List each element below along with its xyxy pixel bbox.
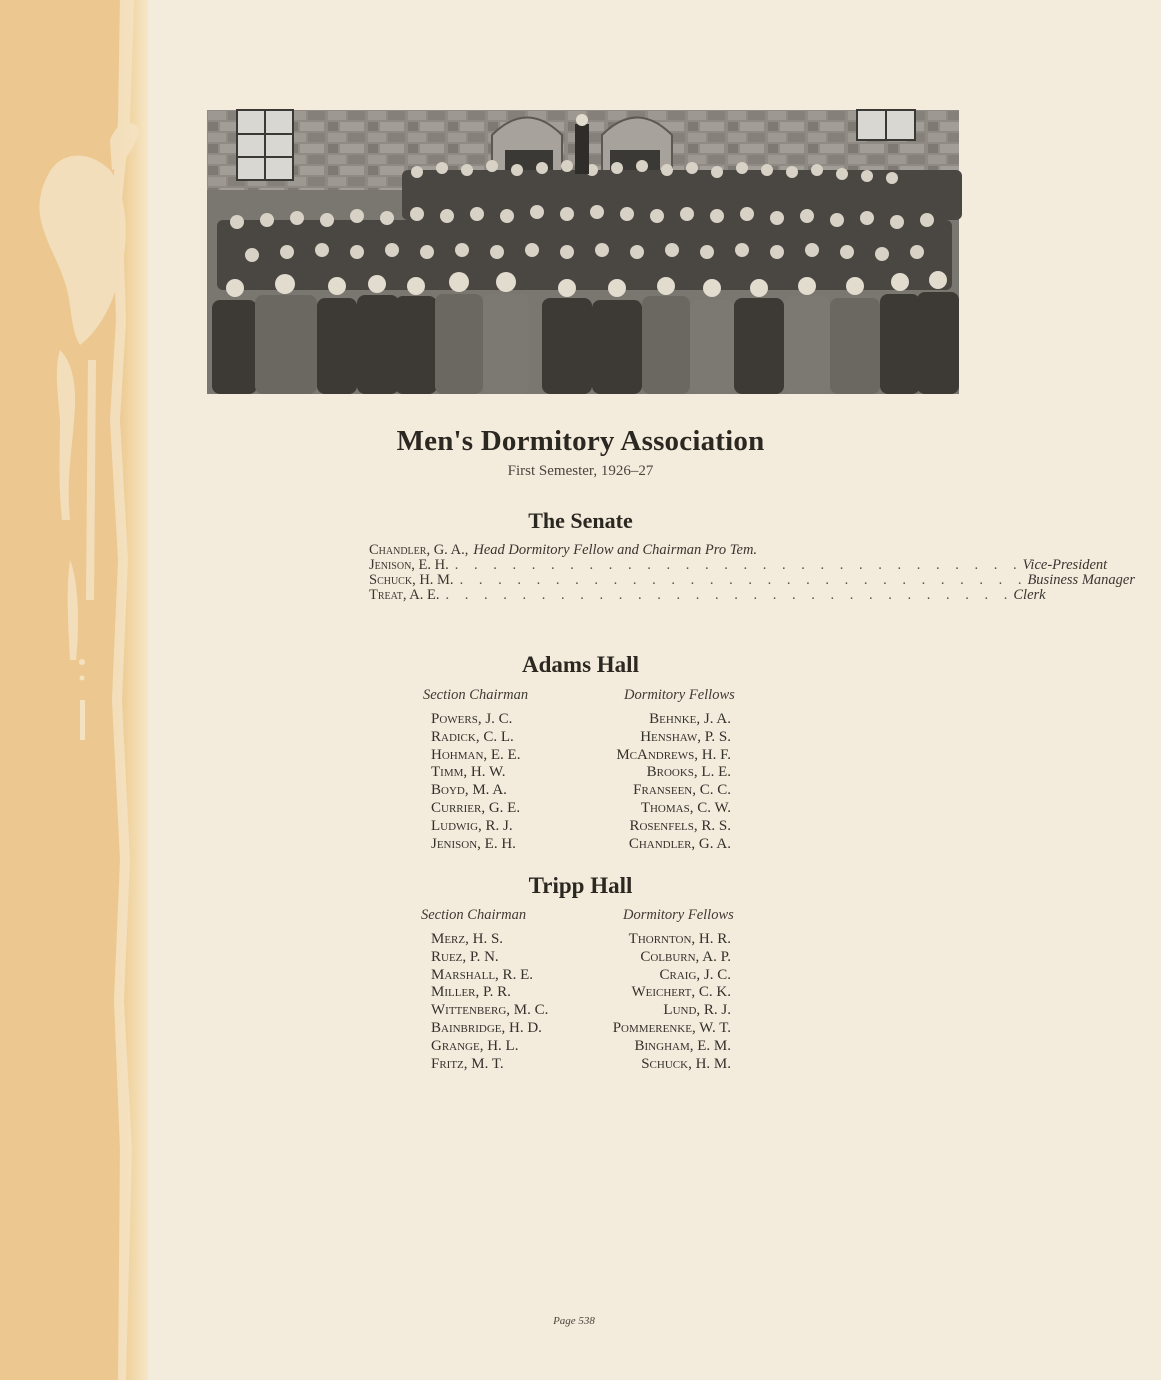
list-item: Powers, J. C.	[431, 711, 513, 727]
list-item: Lund, R. J.	[663, 1002, 731, 1019]
list-item: Grange, H. L.	[431, 1037, 519, 1054]
list-item: Timm, H. W.	[431, 764, 506, 781]
totem-ornament-icon	[0, 0, 148, 1380]
list-item: Henshaw, P. S.	[640, 728, 731, 745]
list-item: Rosenfels, R. S.	[629, 817, 731, 834]
senate-member-role: Clerk	[1013, 587, 1046, 603]
list-item: Thomas, C. W.	[640, 799, 731, 816]
list-item: Merz, H. S.	[431, 931, 504, 947]
senate-list	[369, 542, 1135, 603]
tripp-hall-heading: Tripp Hall	[528, 873, 633, 898]
decorative-sidebar	[0, 0, 148, 1380]
leader-dots: . . . . . . . . . . . . . . . . . . . . . . . . . . . . . .	[459, 572, 1028, 588]
senate-member-name: Jenison, E. H.	[369, 557, 449, 573]
list-item: Marshall, R. E.	[431, 966, 533, 983]
tripp-col-section-chairman: Section Chairman	[421, 907, 527, 923]
adams-dormitory-fellows-list	[560, 711, 731, 853]
adams-hall-heading: Adams Hall	[522, 652, 639, 677]
adams-col-dormitory-fellows: Dormitory Fellows	[624, 687, 735, 703]
senate-member-name: Schuck, H. M.	[369, 572, 454, 588]
building-window-left	[237, 110, 293, 180]
list-item: McAndrews, H. F.	[616, 746, 731, 763]
tripp-dormitory-fellows-list	[560, 931, 731, 1073]
list-item: Chandler, G. A.	[628, 835, 731, 852]
page-number: Page 538	[553, 1315, 595, 1327]
page-title: Men's Dormitory Association	[396, 425, 765, 457]
leader-dots: . . . . . . . . . . . . . . . . . . . . . . . . . . . . . .	[445, 587, 1014, 603]
list-item: Franseen, C. C.	[633, 782, 731, 799]
list-item: Hohman, E. E.	[431, 746, 521, 763]
list-item: Radick, C. L.	[431, 728, 514, 745]
list-item: Brooks, L. E.	[646, 764, 731, 781]
senate-heading: The Senate	[528, 508, 633, 533]
senate-row	[369, 587, 1046, 603]
list-item: Craig, J. C.	[659, 966, 731, 983]
list-item: Currier, G. E.	[431, 799, 521, 816]
list-item: Thornton, H. R.	[628, 931, 731, 947]
list-item: Jenison, E. H.	[431, 835, 516, 852]
list-item: Bainbridge, H. D.	[431, 1019, 542, 1036]
list-item: Fritz, M. T.	[431, 1055, 504, 1072]
senate-row	[369, 543, 795, 558]
list-item: Wittenberg, M. C.	[431, 1002, 549, 1019]
list-item: Miller, P. R.	[431, 984, 511, 1001]
list-item: Boyd, M. A.	[431, 782, 507, 799]
tripp-section-chairmen-list	[431, 931, 548, 1073]
list-item: Schuck, H. M.	[641, 1055, 731, 1072]
list-item: Bingham, E. M.	[634, 1037, 731, 1054]
tripp-col-dormitory-fellows: Dormitory Fellows	[623, 907, 734, 923]
senate-member-role: Business Manager	[1027, 572, 1135, 588]
group-photograph	[207, 110, 959, 394]
list-item: Ludwig, R. J.	[431, 817, 513, 834]
page-subtitle: First Semester, 1926–27	[507, 463, 654, 479]
list-item: Weichert, C. K.	[631, 984, 731, 1001]
list-item: Colburn, A. P.	[640, 948, 731, 965]
senate-row	[369, 557, 1108, 573]
list-item: Ruez, P. N.	[431, 948, 499, 965]
leader-dots: . . . . . . . . . . . . . . . . . . . . . . . . . . . . . .	[454, 557, 1023, 573]
senate-member-role: Vice-President	[1022, 557, 1108, 573]
senate-member-name: Treat, A. E.	[369, 587, 440, 603]
adams-section-chairmen-list	[431, 711, 520, 853]
adams-col-section-chairman: Section Chairman	[423, 687, 529, 703]
list-item: Pommerenke, W. T.	[612, 1019, 731, 1036]
senate-member-name: Chandler, G. A.,	[369, 542, 469, 558]
list-item: Behnke, J. A.	[649, 711, 731, 727]
senate-member-role: Head Dormitory Fellow and Chairman Pro Tem.	[473, 542, 758, 558]
senate-row	[369, 572, 1135, 588]
